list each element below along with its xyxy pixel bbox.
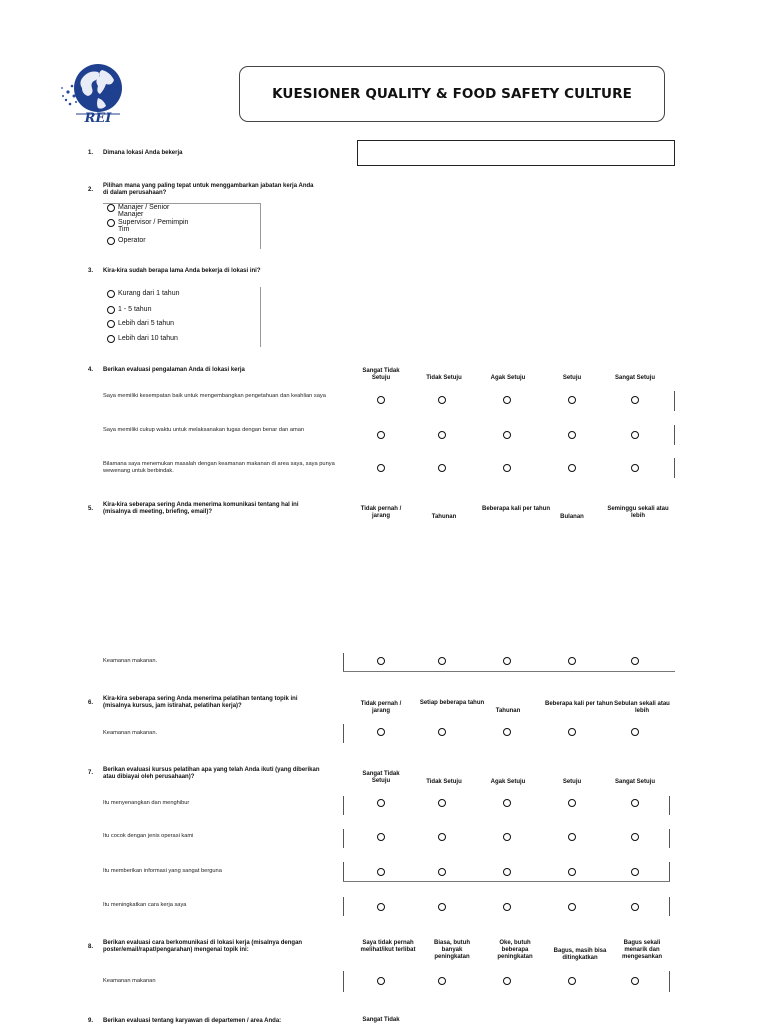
- option-label: Operator: [118, 237, 146, 244]
- q7-number: 7.: [88, 770, 94, 776]
- q7-row-2-label: Itu cocok dengan jenis operasi kami: [103, 833, 194, 839]
- q5-col-1: Tidak pernah / jarang: [360, 506, 402, 519]
- q7-row-1-label: Itu menyenangkan dan menghibur: [103, 800, 190, 806]
- q7-text-line1: Berikan evaluasi kursus pelatihan apa yang telah Anda ikuti (yang diberikan: [103, 767, 320, 773]
- q5-row-1-option-1-radio[interactable]: [377, 657, 385, 665]
- q8-col-3: Oke, butuh beberapa peningkatan: [497, 940, 533, 960]
- q6-row-1-option-4-radio[interactable]: [568, 728, 576, 736]
- q8-text-line2: poster/email/rapat/pengarahan) mengenai topik ini:: [103, 947, 249, 953]
- q7-row-4-option-5-radio[interactable]: [631, 903, 639, 911]
- q5-row-1-option-4-radio[interactable]: [568, 657, 576, 665]
- q1-text: Dimana lokasi Anda bekerja: [103, 150, 183, 156]
- q4-row-2-option-5-radio[interactable]: [631, 431, 639, 439]
- q7-row-3-option-2-radio[interactable]: [438, 868, 446, 876]
- q6-row-1-option-3-radio[interactable]: [503, 728, 511, 736]
- q5-row-1-label: Keamanan makanan.: [103, 658, 158, 664]
- q4-row-3-label: Bilamana saya menemukan masalah dengan keamanan makanan di area saya, saya punya wewenang untuk berbindak.: [103, 461, 335, 474]
- radio-icon: [107, 320, 115, 328]
- q7-row-4-option-1-radio[interactable]: [377, 903, 385, 911]
- page-title: KUESIONER QUALITY & FOOD SAFETY CULTURE: [239, 66, 665, 122]
- q5-col-3: Beberapa kali per tahun: [481, 506, 551, 512]
- q5-col-2: Tahunan: [431, 514, 457, 520]
- q1-number: 1.: [88, 150, 94, 156]
- q7-row-3-option-5-radio[interactable]: [631, 868, 639, 876]
- tenure-option-3[interactable]: [107, 320, 174, 328]
- q7-row-2-option-4-radio[interactable]: [568, 833, 576, 841]
- q7-row-3-label: Itu memberikan informasi yang sangat berguna: [103, 868, 222, 874]
- q7-col-5: Sangat Setuju: [614, 779, 655, 785]
- radio-icon: [107, 237, 115, 245]
- q9-number: 9.: [88, 1018, 94, 1024]
- option-label: Manajer / Senior Manajer: [118, 204, 170, 218]
- radio-icon: [107, 290, 115, 298]
- q2-text-line2: di dalam perusahaan?: [103, 190, 167, 196]
- q5-row-1-option-5-radio[interactable]: [631, 657, 639, 665]
- q7-row-1-option-4-radio[interactable]: [568, 799, 576, 807]
- q8-col-4: Bagus, masih bisa ditingkatkan: [553, 948, 607, 961]
- q9-col-1: Sangat Tidak: [362, 1017, 400, 1023]
- q4-col-4: Setuju: [562, 375, 582, 381]
- q4-row-3-option-4-radio[interactable]: [568, 464, 576, 472]
- q7-row-2-option-5-radio[interactable]: [631, 833, 639, 841]
- q8-col-2: Biasa, butuh banyak peningkatan: [433, 940, 470, 960]
- q6-row-1-option-1-radio[interactable]: [377, 728, 385, 736]
- q6-col-2: Setiap beberapa tahun: [419, 700, 485, 706]
- q7-row-1-option-2-radio[interactable]: [438, 799, 446, 807]
- q7-row-3-option-1-radio[interactable]: [377, 868, 385, 876]
- q3-number: 3.: [88, 268, 94, 274]
- q8-row-1-option-3-radio[interactable]: [503, 977, 511, 985]
- q4-row-1-option-4-radio[interactable]: [568, 396, 576, 404]
- q7-row-1-option-5-radio[interactable]: [631, 799, 639, 807]
- q6-col-5: Sebulan sekali atau lebih: [614, 701, 670, 714]
- q8-col-5: Bagus sekali menarik dan mengesankan: [621, 940, 663, 960]
- q2-text-line1: Pilihan mana yang paling tepat untuk menggambarkan jabatan kerja Anda: [103, 183, 314, 189]
- q8-row-1-option-1-radio[interactable]: [377, 977, 385, 985]
- q7-row-4-option-2-radio[interactable]: [438, 903, 446, 911]
- q4-row-3-option-2-radio[interactable]: [438, 464, 446, 472]
- q8-row-1-option-5-radio[interactable]: [631, 977, 639, 985]
- q8-row-1-option-4-radio[interactable]: [568, 977, 576, 985]
- q4-row-1-option-3-radio[interactable]: [503, 396, 511, 404]
- q4-row-2-option-1-radio[interactable]: [377, 431, 385, 439]
- q4-row-1-option-1-radio[interactable]: [377, 396, 385, 404]
- option-label: 1 - 5 tahun: [118, 306, 152, 313]
- q4-col-5: Sangat Setuju: [614, 375, 655, 381]
- tenure-option-1[interactable]: [107, 290, 180, 298]
- q7-row-4-option-3-radio[interactable]: [503, 903, 511, 911]
- q8-number: 8.: [88, 944, 94, 950]
- q7-row-2-option-2-radio[interactable]: [438, 833, 446, 841]
- radio-icon: [107, 306, 115, 314]
- q5-text-line2: (misalnya di meeting, briefing, email)?: [103, 509, 213, 515]
- q5-row-1-option-2-radio[interactable]: [438, 657, 446, 665]
- job-option-operator[interactable]: [107, 237, 146, 245]
- q7-col-3: Agak Setuju: [490, 779, 526, 785]
- q4-row-3-option-5-radio[interactable]: [631, 464, 639, 472]
- radio-icon: [107, 219, 115, 227]
- q6-text-line2: (misalnya kursus, jam istirahat, pelatihan kerja)?: [103, 703, 242, 709]
- q4-row-1-label: Saya memiliki kesempatan baik untuk mengembangkan pengetahuan dan keahlian saya: [103, 393, 326, 399]
- radio-icon: [107, 204, 115, 212]
- q6-number: 6.: [88, 700, 94, 706]
- q5-text-line1: Kira-kira seberapa sering Anda menerima komunikasi tentang hal ini: [103, 502, 299, 508]
- q5-row-1-option-3-radio[interactable]: [503, 657, 511, 665]
- company-logo: [58, 58, 128, 124]
- q6-row-1-label: Keamanan makanan.: [103, 730, 158, 736]
- q7-col-2: Tidak Setuju: [426, 779, 462, 785]
- q8-col-1: Saya tidak pernah melihat/ikut terlibat: [360, 940, 416, 953]
- q7-row-1-option-3-radio[interactable]: [503, 799, 511, 807]
- q4-number: 4.: [88, 367, 94, 373]
- q5-col-4: Bulanan: [560, 514, 584, 520]
- q7-row-3-option-4-radio[interactable]: [568, 868, 576, 876]
- q7-row-1-option-1-radio[interactable]: [377, 799, 385, 807]
- q4-row-2-option-2-radio[interactable]: [438, 431, 446, 439]
- q8-text-line1: Berikan evaluasi cara berkomunikasi di lokasi kerja (misalnya dengan: [103, 940, 303, 946]
- option-label: Lebih dari 10 tahun: [118, 335, 178, 342]
- q4-text: Berikan evaluasi pengalaman Anda di lokasi kerja: [103, 367, 245, 373]
- q5-col-5: Seminggu sekali atau lebih: [607, 506, 669, 519]
- option-label: Kurang dari 1 tahun: [118, 290, 180, 297]
- q4-row-2-option-3-radio[interactable]: [503, 431, 511, 439]
- q4-row-2-label: Saya memiliki cukup waktu untuk melaksanakan tugas dengan benar dan aman: [103, 427, 305, 433]
- option-label: Lebih dari 5 tahun: [118, 320, 175, 327]
- q7-text-line2: atau dibiayai oleh perusahaan)?: [103, 774, 195, 780]
- work-location-input[interactable]: [357, 140, 675, 166]
- q4-row-2-option-4-radio[interactable]: [568, 431, 576, 439]
- tenure-option-4[interactable]: [107, 335, 178, 343]
- q7-row-4-option-4-radio[interactable]: [568, 903, 576, 911]
- q8-row-1-label: Keamanan makanan: [103, 978, 156, 984]
- q4-col-3: Agak Setuju: [490, 375, 526, 381]
- q6-col-3: Tahunan: [495, 708, 521, 714]
- q9-text: Berikan evaluasi tentang karyawan di departemen / area Anda:: [103, 1018, 282, 1024]
- q7-col-1: Sangat Tidak Setuju: [362, 771, 400, 784]
- q4-row-3-option-1-radio[interactable]: [377, 464, 385, 472]
- tenure-option-2[interactable]: [107, 306, 151, 314]
- q6-text-line1: Kira-kira seberapa sering Anda menerima pelatihan tentang topik ini: [103, 696, 298, 702]
- q4-row-3-option-3-radio[interactable]: [503, 464, 511, 472]
- q6-col-4: Beberapa kali per tahun: [544, 701, 614, 707]
- q4-row-1-option-2-radio[interactable]: [438, 396, 446, 404]
- q8-row-1-option-2-radio[interactable]: [438, 977, 446, 985]
- job-option-supervisor[interactable]: [107, 219, 207, 233]
- q6-row-1-option-5-radio[interactable]: [631, 728, 639, 736]
- q2-number: 2.: [88, 187, 94, 193]
- q5-number: 5.: [88, 506, 94, 512]
- q4-col-1: Sangat Tidak Setuju: [362, 368, 400, 381]
- q3-text: Kira-kira sudah berapa lama Anda bekerja di lokasi ini?: [103, 268, 261, 274]
- q4-row-1-option-5-radio[interactable]: [631, 396, 639, 404]
- logo-text: REI: [84, 111, 112, 124]
- q4-col-2: Tidak Setuju: [426, 375, 462, 381]
- q7-row-2-option-3-radio[interactable]: [503, 833, 511, 841]
- job-option-manager[interactable]: [107, 204, 207, 218]
- q7-col-4: Setuju: [562, 779, 582, 785]
- option-label: Supervisor / Pemimpin Tim: [118, 219, 189, 233]
- q7-row-3-option-3-radio[interactable]: [503, 868, 511, 876]
- q7-row-4-label: Itu meningkatkan cara kerja saya: [103, 902, 187, 908]
- q6-row-1-option-2-radio[interactable]: [438, 728, 446, 736]
- q7-row-2-option-1-radio[interactable]: [377, 833, 385, 841]
- radio-icon: [107, 335, 115, 343]
- q6-col-1: Tidak pernah / jarang: [360, 701, 402, 714]
